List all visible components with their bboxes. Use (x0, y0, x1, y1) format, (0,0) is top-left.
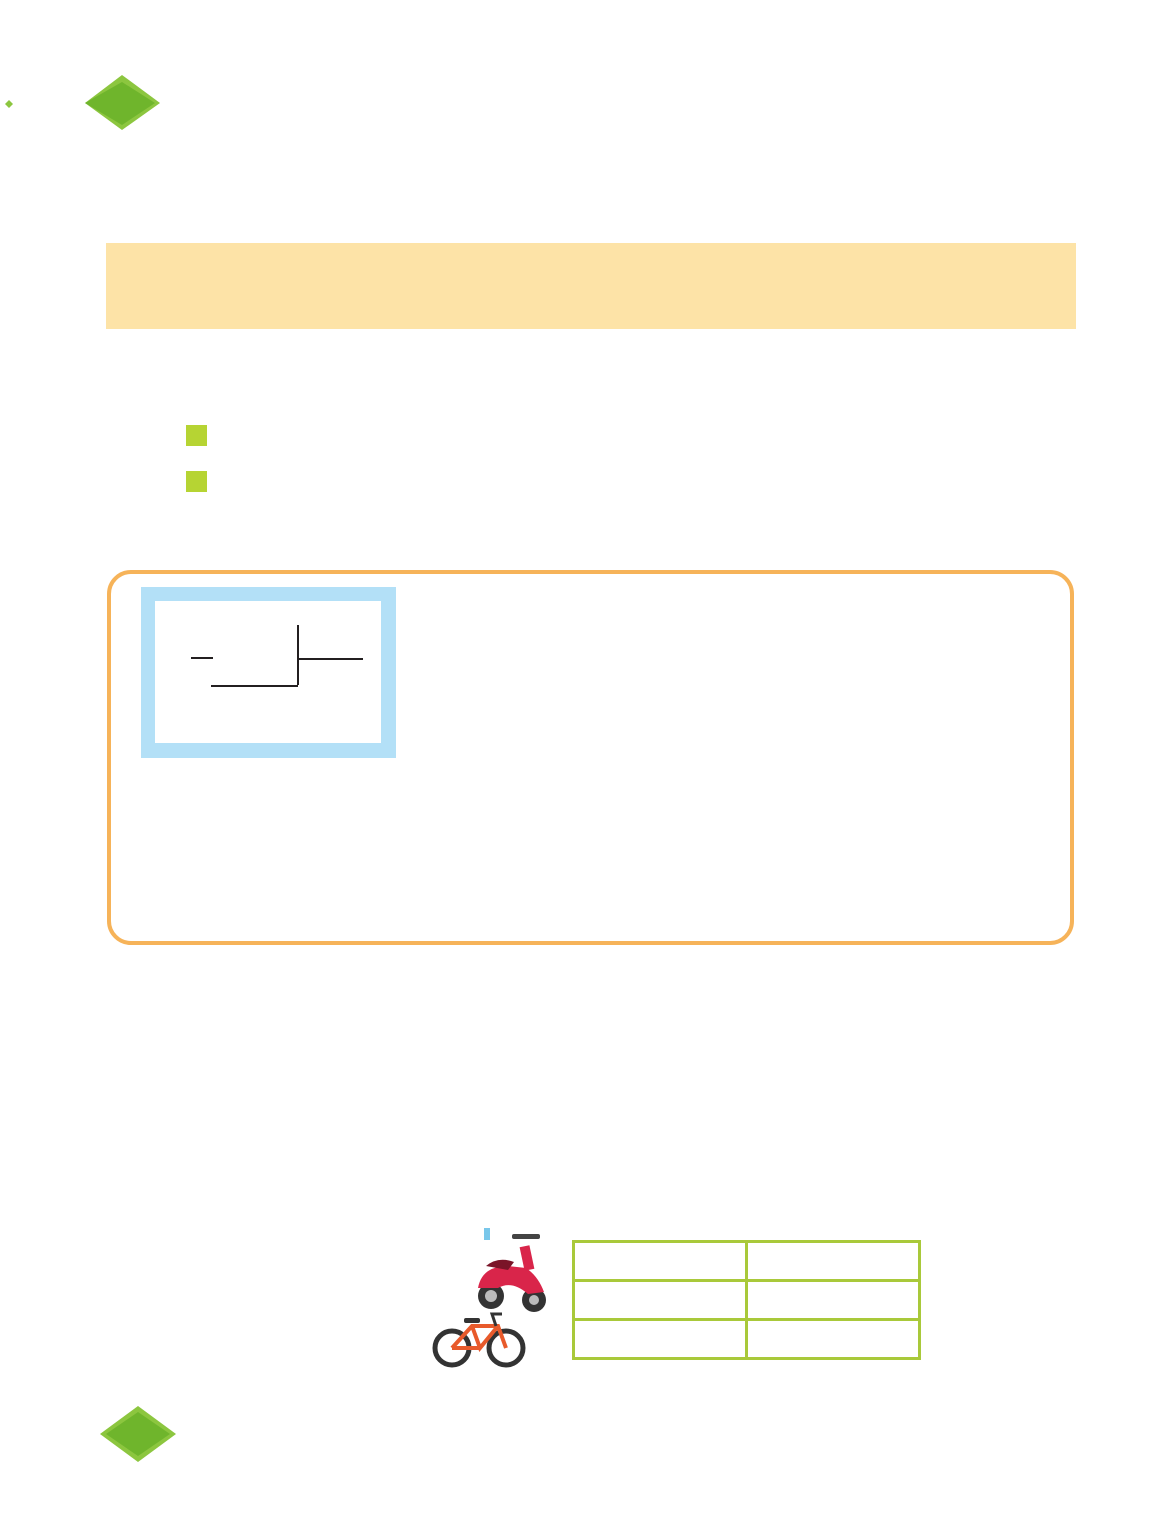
equation-234-2 (180, 469, 207, 497)
rule-text (141, 250, 1041, 288)
table-header-cell (574, 1242, 747, 1281)
answer-box (186, 471, 207, 492)
answer-box (186, 425, 207, 446)
long-division-grid (141, 587, 396, 758)
table-cell (747, 1320, 920, 1359)
top-decoration (0, 70, 1162, 136)
equation-234-1 (180, 423, 207, 451)
bottom-decoration (0, 1398, 190, 1468)
speed-time-table (572, 1240, 921, 1360)
table-row (574, 1320, 920, 1359)
table-cell (747, 1281, 920, 1320)
table-header-row (574, 1242, 920, 1281)
table-cell (574, 1320, 747, 1359)
table-cell (574, 1281, 747, 1320)
table-header-cell (747, 1242, 920, 1281)
table-row (574, 1281, 920, 1320)
scooter-icon (468, 1222, 552, 1314)
bicycle-icon (430, 1308, 528, 1370)
